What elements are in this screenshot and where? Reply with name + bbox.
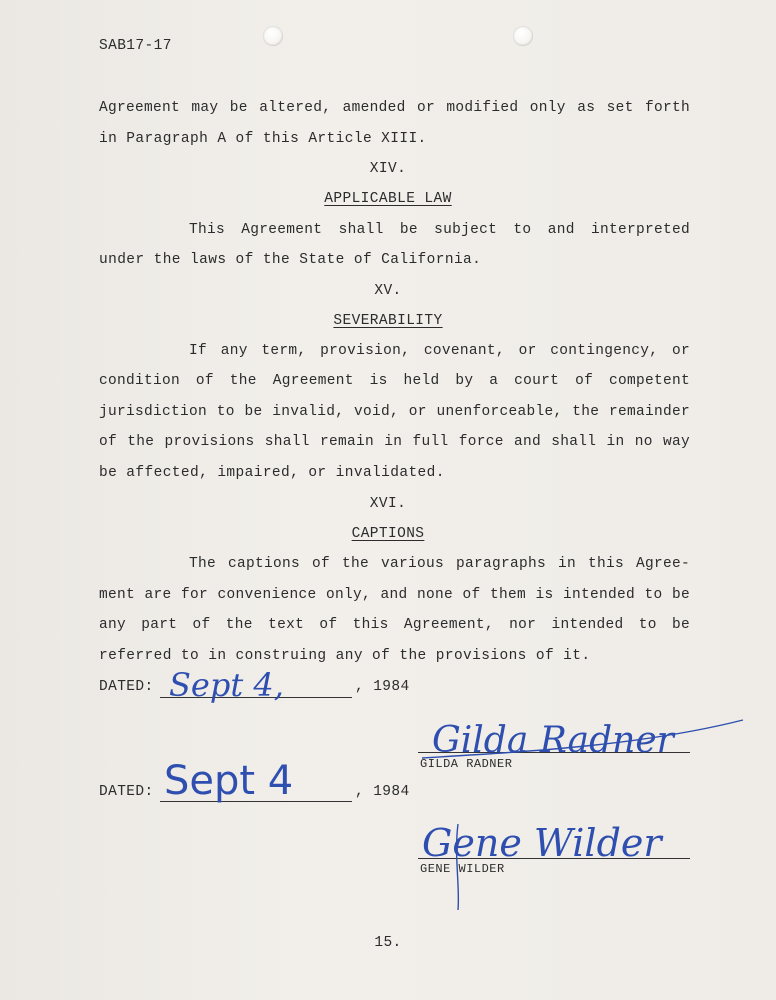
punch-hole-left <box>263 26 283 46</box>
page-number: 15. <box>374 935 402 951</box>
dated-label-1: DATED: <box>99 679 154 695</box>
document-id: SAB17-17 <box>99 38 172 54</box>
section-heading-applicable-law: APPLICABLE LAW <box>324 191 452 207</box>
section-numeral-xv: XV. <box>374 283 402 299</box>
printed-name-gilda: GILDA RADNER <box>420 757 513 771</box>
applicable-law-line-1: This Agreement shall be subject to and interpreted <box>189 222 690 238</box>
punch-hole-right <box>513 26 533 46</box>
signature-gene <box>414 806 684 916</box>
captions-line-1: The captions of the various paragraphs in this Agree- <box>189 556 690 572</box>
handwritten-date-2 <box>158 748 358 806</box>
section-numeral-xiv: XIV. <box>369 161 407 177</box>
section-heading-severability: SEVERABILITY <box>333 313 443 329</box>
severability-line-3: jurisdiction to be invalid, void, or unenforceable, the remainder <box>99 404 690 420</box>
section-heading-captions: CAPTIONS <box>351 526 425 542</box>
captions-line-2: ment are for convenience only, and none of them is intended to be <box>99 587 690 603</box>
svg-text:Gene Wilder: Gene Wilder <box>422 821 662 865</box>
severability-line-5: be affected, impaired, or invalidated. <box>99 465 445 481</box>
year-1: , 1984 <box>355 679 410 695</box>
applicable-law-line-2: under the laws of the State of California. <box>99 252 482 268</box>
section-numeral-xvi: XVI. <box>369 496 407 512</box>
captions-line-4: referred to in construing any of the provisions of it. <box>99 648 591 664</box>
svg-text:Sept 4,: Sept 4, <box>169 666 284 704</box>
severability-line-1: If any term, provision, covenant, or contingency, or <box>189 343 690 359</box>
opening-line-2: in Paragraph A of this Article XIII. <box>99 131 427 147</box>
handwritten-date-1 <box>165 660 315 708</box>
svg-text:Gilda Radner: Gilda Radner <box>432 720 674 761</box>
printed-name-gene: GENE WILDER <box>420 862 505 876</box>
year-2: , 1984 <box>355 784 410 800</box>
severability-line-2: condition of the Agreement is held by a court of competent <box>99 373 690 389</box>
svg-text:Sept 4: Sept 4 <box>164 758 294 804</box>
dated-label-2: DATED: <box>99 784 154 800</box>
severability-line-4: of the provisions shall remain in full force and shall in no way <box>99 434 690 450</box>
captions-line-3: any part of the text of this Agreement, nor intended to be <box>99 617 690 633</box>
opening-line-1: Agreement may be altered, amended or modified only as set forth <box>99 100 690 116</box>
